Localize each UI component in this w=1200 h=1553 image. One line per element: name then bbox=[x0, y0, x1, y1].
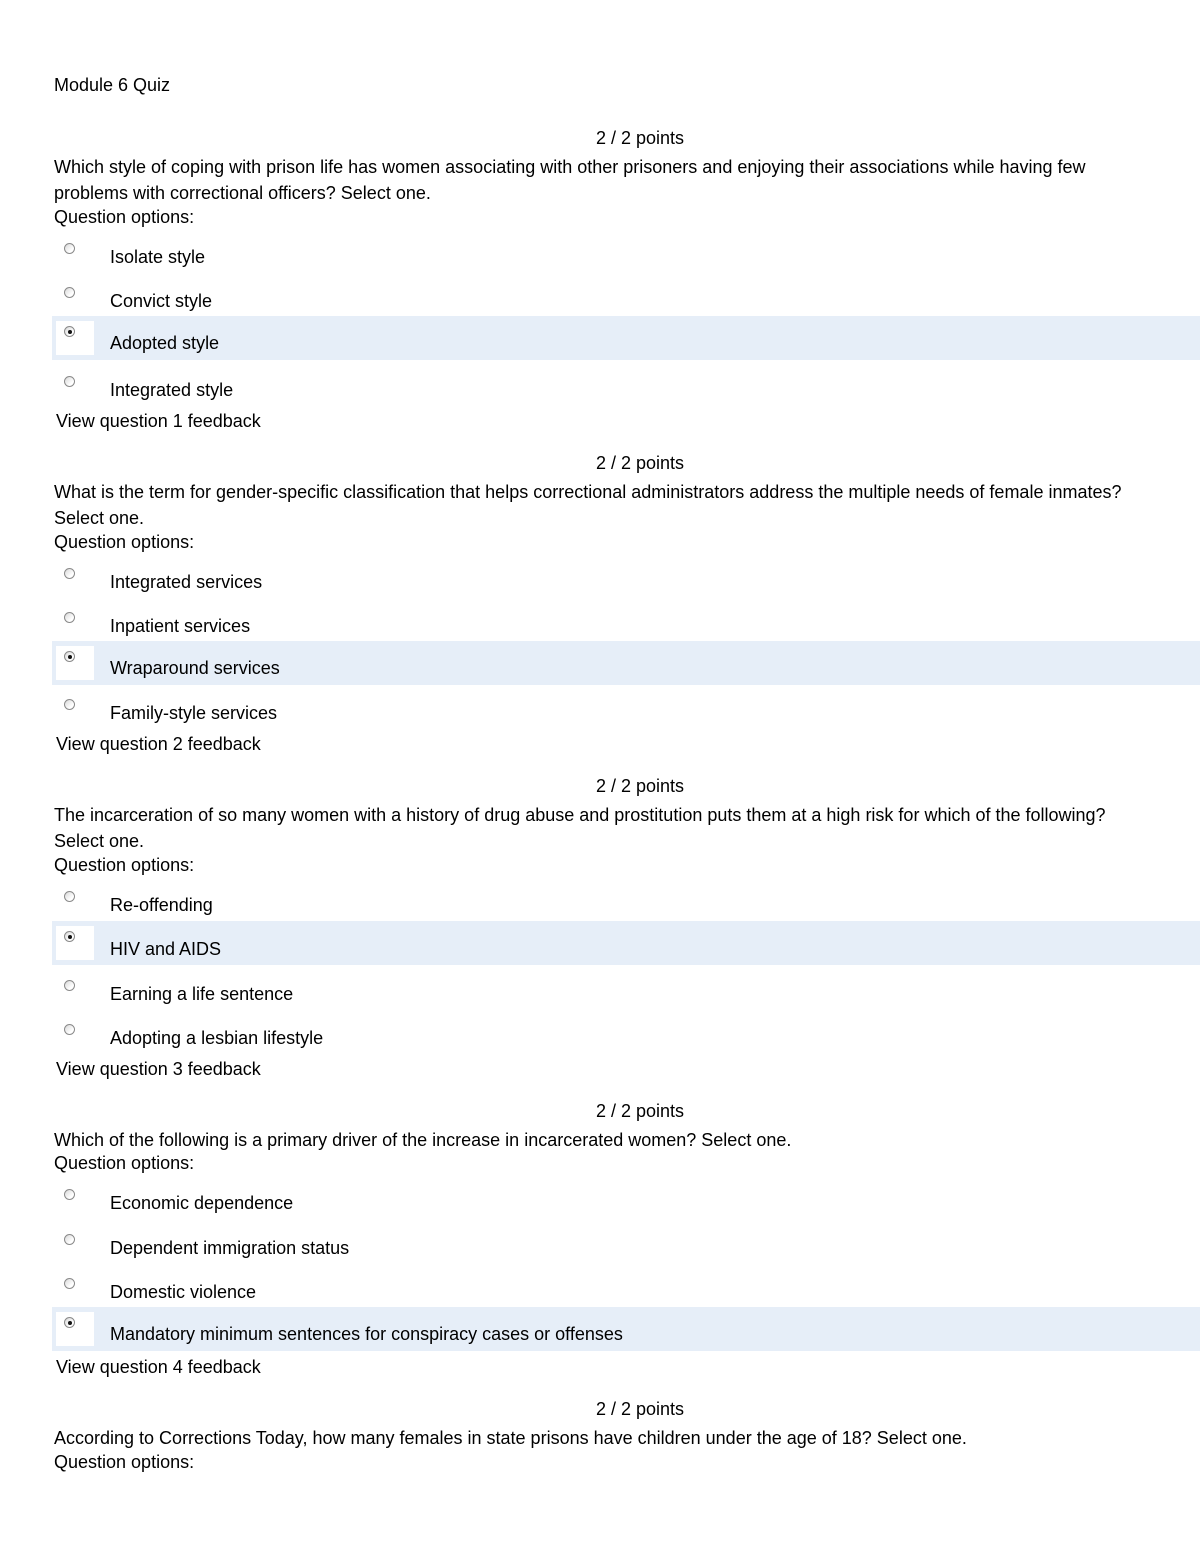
view-feedback-link[interactable]: View question 3 feedback bbox=[56, 1059, 261, 1079]
radio-button[interactable] bbox=[64, 1024, 75, 1035]
option-label: Wraparound services bbox=[110, 658, 280, 678]
view-feedback-link[interactable]: View question 2 feedback bbox=[56, 734, 261, 754]
question-options-label: Question options: bbox=[54, 207, 195, 227]
option-row[interactable] bbox=[52, 689, 1200, 733]
question-options-label: Question options: bbox=[54, 855, 195, 875]
radio-button[interactable] bbox=[64, 243, 75, 254]
option-label: Re-offending bbox=[110, 895, 213, 915]
radio-button-checked[interactable] bbox=[64, 651, 75, 662]
option-label: Inpatient services bbox=[110, 616, 251, 636]
radio-button[interactable] bbox=[64, 568, 75, 579]
radio-button[interactable] bbox=[64, 1278, 75, 1289]
radio-button[interactable] bbox=[64, 287, 75, 298]
radio-button[interactable] bbox=[64, 1234, 75, 1245]
question-points: 2 / 2 points bbox=[595, 776, 685, 796]
option-row[interactable] bbox=[52, 233, 1200, 277]
option-label: Convict style bbox=[110, 291, 213, 311]
option-label: Adopted style bbox=[110, 333, 220, 353]
option-row-selected[interactable] bbox=[52, 641, 1200, 685]
radio-button[interactable] bbox=[64, 1189, 75, 1200]
option-row[interactable] bbox=[52, 1014, 1200, 1058]
question-prompt: Which of the following is a primary driver of the increase in incarcerated women? Select one. bbox=[54, 1130, 792, 1150]
question-options-label: Question options: bbox=[54, 1153, 195, 1173]
view-feedback-link[interactable]: View question 4 feedback bbox=[56, 1357, 261, 1377]
option-label: Domestic violence bbox=[110, 1282, 257, 1302]
question-prompt: Which style of coping with prison life has women associating with other prisoners and enjoying their associations while having few problems with correctional officers? Select one. bbox=[54, 157, 1086, 203]
option-label: Economic dependence bbox=[110, 1193, 294, 1213]
option-label: HIV and AIDS bbox=[110, 939, 222, 959]
option-row[interactable] bbox=[52, 1224, 1200, 1268]
option-row[interactable] bbox=[52, 277, 1200, 321]
radio-button-checked[interactable] bbox=[64, 326, 75, 337]
radio-button[interactable] bbox=[64, 376, 75, 387]
option-label: Isolate style bbox=[110, 247, 206, 267]
option-row[interactable] bbox=[52, 881, 1200, 925]
radio-button[interactable] bbox=[64, 699, 75, 710]
option-row[interactable] bbox=[52, 970, 1200, 1014]
page-title: Module 6 Quiz bbox=[54, 75, 171, 95]
question-points: 2 / 2 points bbox=[595, 453, 685, 473]
option-label: Integrated services bbox=[110, 572, 263, 592]
radio-button[interactable] bbox=[64, 891, 75, 902]
option-row[interactable] bbox=[52, 1268, 1200, 1312]
radio-button-checked[interactable] bbox=[64, 1317, 75, 1328]
radio-button-checked[interactable] bbox=[64, 931, 75, 942]
option-label: Earning a life sentence bbox=[110, 984, 294, 1004]
option-row[interactable] bbox=[52, 558, 1200, 602]
option-row[interactable] bbox=[52, 602, 1200, 646]
option-label: Mandatory minimum sentences for conspiracy cases or offenses bbox=[110, 1324, 623, 1344]
option-row[interactable] bbox=[52, 366, 1200, 410]
radio-button[interactable] bbox=[64, 612, 75, 623]
option-row-selected[interactable] bbox=[52, 1307, 1200, 1351]
option-row[interactable] bbox=[52, 1179, 1200, 1223]
question-options-label: Question options: bbox=[54, 532, 195, 552]
question-points: 2 / 2 points bbox=[595, 1101, 685, 1121]
view-feedback-link[interactable]: View question 1 feedback bbox=[56, 411, 261, 431]
option-label: Adopting a lesbian lifestyle bbox=[110, 1028, 324, 1048]
radio-button[interactable] bbox=[64, 980, 75, 991]
question-points: 2 / 2 points bbox=[595, 1399, 685, 1419]
question-options-label: Question options: bbox=[54, 1452, 195, 1472]
option-label: Integrated style bbox=[110, 380, 234, 400]
option-row-selected[interactable] bbox=[52, 921, 1200, 965]
question-prompt: According to Corrections Today, how many females in state prisons have children under the age of 18? Select one. bbox=[54, 1428, 967, 1448]
question-prompt: The incarceration of so many women with a history of drug abuse and prostitution puts them at a high risk for which of the following? Select one. bbox=[54, 805, 1106, 851]
question-prompt: What is the term for gender-specific classification that helps correctional administrators address the multiple needs of female inmates? Select one. bbox=[54, 482, 1122, 528]
option-row-selected[interactable] bbox=[52, 316, 1200, 360]
option-label: Family-style services bbox=[110, 703, 278, 723]
question-points: 2 / 2 points bbox=[595, 128, 685, 148]
option-label: Dependent immigration status bbox=[110, 1238, 350, 1258]
